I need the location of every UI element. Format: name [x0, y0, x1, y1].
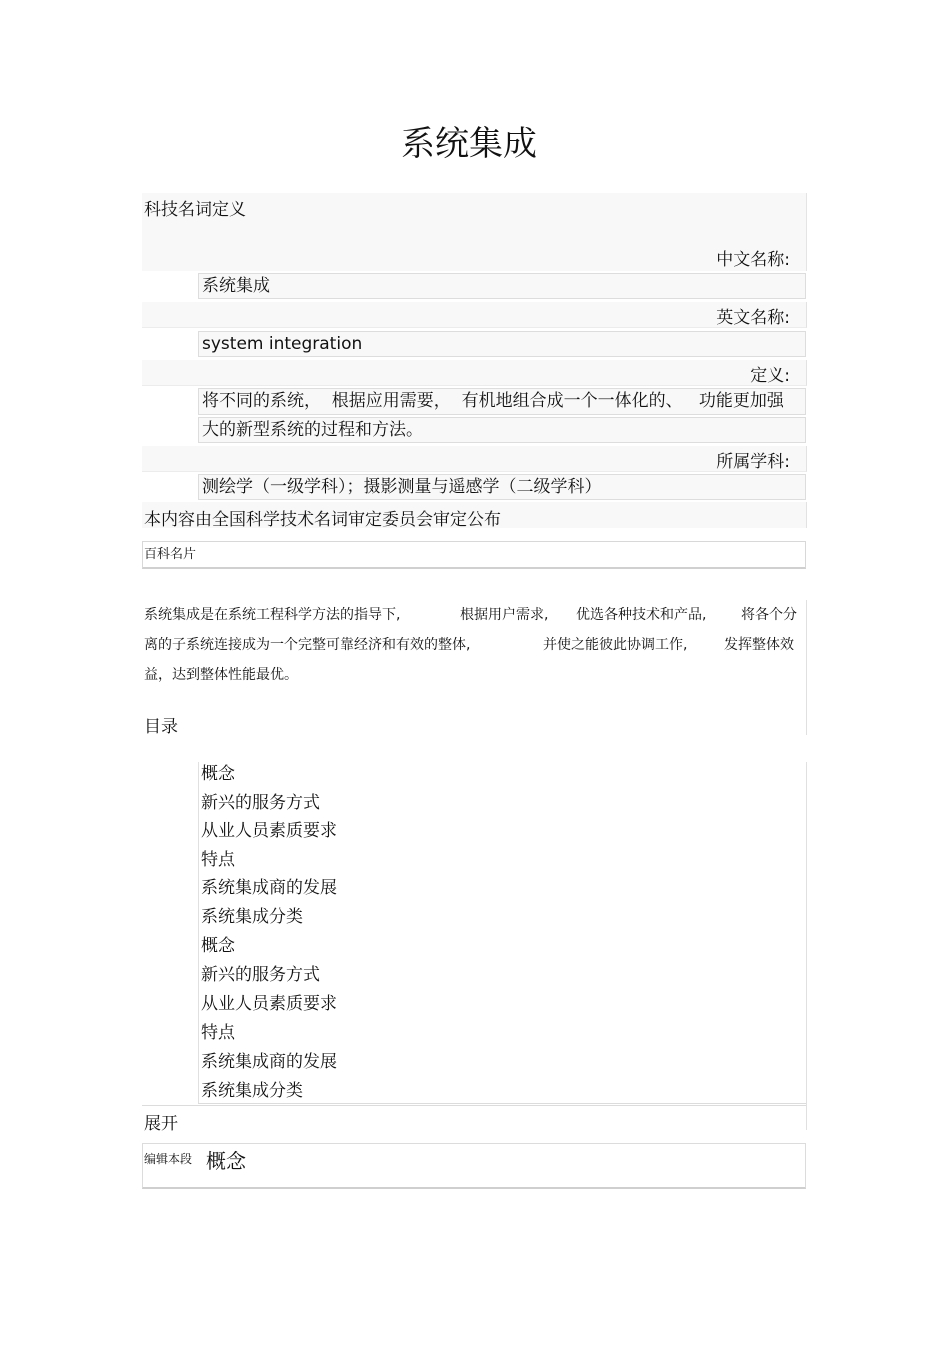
chinese-name-value: 系统集成 [198, 273, 806, 299]
card-text-line1-d: 将各个分 [741, 607, 797, 623]
toc-divider [142, 1105, 806, 1106]
discipline-row [142, 446, 807, 472]
toc-right-border [806, 762, 807, 1130]
toc-item[interactable]: 概念 [201, 764, 235, 784]
toc-item[interactable]: 系统集成商的发展 [201, 878, 337, 898]
toc-header: 目录 [144, 717, 178, 737]
toc-item[interactable]: 新兴的服务方式 [201, 793, 320, 813]
english-name-label: 英文名称: [716, 308, 790, 328]
definition-label: 定义: [750, 366, 790, 386]
toc-item[interactable]: 特点 [201, 850, 235, 870]
term-definition-header: 科技名词定义 [144, 200, 246, 220]
term-definition-footer: 本内容由全国科学技术名词审定委员会审定公布 [144, 510, 501, 530]
toc-item[interactable]: 新兴的服务方式 [201, 965, 320, 985]
card-text-line2-a: 离的子系统连接成为一个完整可靠经济和有效的整体, [144, 637, 471, 653]
toc-item[interactable]: 从业人员素质要求 [201, 994, 337, 1014]
english-name-value: system integration [198, 331, 806, 357]
card-text-line3: 益，达到整体性能最优。 [144, 667, 298, 683]
card-text-line2-b: 并使之能彼此协调工作, [543, 637, 688, 653]
english-name-row [142, 302, 807, 328]
toc-left-border [198, 762, 199, 1104]
definition-value-line1: 将不同的系统， 根据应用需要， 有机地组合成一个一体化的、 功能更加强 [198, 388, 806, 415]
discipline-label: 所属学科: [716, 452, 790, 472]
definition-row [142, 360, 807, 386]
card-text-line1-c: 优选各种技术和产品, [576, 607, 707, 623]
section-heading: 概念 [206, 1149, 246, 1173]
toc-item[interactable]: 系统集成分类 [201, 1081, 303, 1101]
card-right-border [806, 600, 807, 735]
card-header: 百科名片 [144, 547, 197, 562]
toc-item[interactable]: 概念 [201, 936, 235, 956]
toc-item[interactable]: 从业人员素质要求 [201, 821, 337, 841]
toc-item[interactable]: 系统集成分类 [201, 907, 303, 927]
toc-item[interactable]: 系统集成商的发展 [201, 1052, 337, 1072]
toc-divider [198, 1103, 806, 1104]
edit-section-link[interactable]: 编辑本段 [144, 1152, 193, 1166]
page-title: 系统集成 [401, 124, 537, 164]
toc-expand-link[interactable]: 展开 [144, 1114, 178, 1134]
card-header-box [142, 541, 806, 569]
card-text-line1-a: 系统集成是在系统工程科学方法的指导下, [144, 607, 401, 623]
definition-value-line2: 大的新型系统的过程和方法。 [198, 417, 806, 443]
chinese-name-label: 中文名称: [716, 250, 790, 270]
discipline-value: 测绘学（一级学科）；摄影测量与遥感学（二级学科） [198, 474, 806, 500]
toc-item[interactable]: 特点 [201, 1023, 235, 1043]
card-text-line1-b: 根据用户需求, [460, 607, 549, 623]
card-text-line2-c: 发挥整体效 [724, 637, 794, 653]
